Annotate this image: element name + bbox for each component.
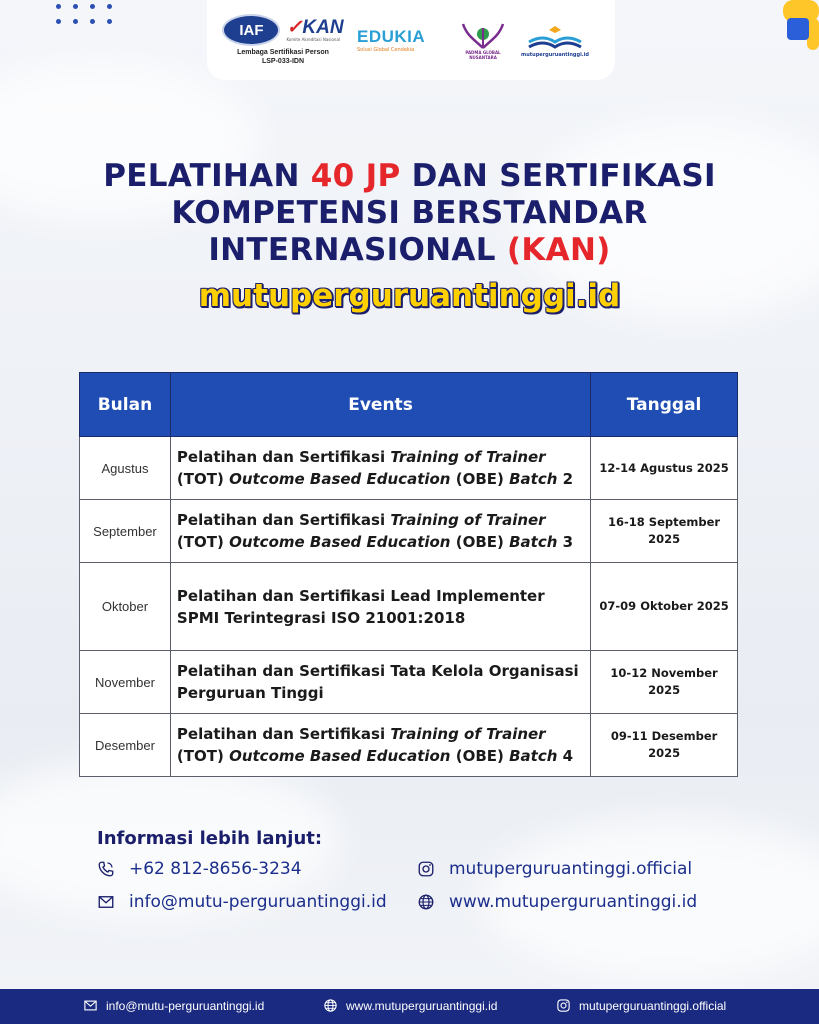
lsp-caption: Lembaga Sertifikasi Person LSP-033-IDN (237, 49, 329, 65)
instagram-icon (556, 998, 571, 1013)
month-cell: September (80, 500, 171, 563)
footer-instagram-text: mutuperguruantinggi.official (579, 998, 727, 1013)
event-cell: Pelatihan dan Sertifikasi Training of Trainer (TOT) Outcome Based Education (OBE) Batch 4 (170, 714, 590, 777)
footer-instagram[interactable] (556, 998, 726, 1013)
contact-email[interactable] (97, 892, 387, 912)
globe-icon (323, 998, 338, 1013)
date-cell: 12-14 Agustus 2025 (591, 437, 738, 500)
footer-bar (0, 989, 819, 1024)
contact-phone[interactable] (97, 859, 302, 879)
month-cell: Oktober (80, 563, 171, 651)
header-bulan: Bulan (80, 373, 171, 437)
events-table (79, 372, 738, 777)
footer-website[interactable] (323, 998, 497, 1013)
date-cell: 07-09 Oktober 2025 (591, 563, 738, 651)
mutu-logo: mutuperguruantinggi.id (519, 22, 591, 58)
table-row (80, 714, 738, 777)
footer-website-text: www.mutuperguruantinggi.id (346, 998, 498, 1013)
table-row (80, 563, 738, 651)
header-tanggal: Tanggal (591, 373, 738, 437)
contact-website[interactable] (417, 892, 697, 912)
event-cell: Pelatihan dan Sertifikasi Training of Trainer (TOT) Outcome Based Education (OBE) Batch 3 (170, 500, 590, 563)
decorative-dots (56, 4, 113, 24)
partner-logo-bar (207, 0, 615, 80)
month-cell: November (80, 651, 171, 714)
instagram-icon (417, 860, 435, 878)
date-cell: 10-12 November 2025 (591, 651, 738, 714)
kan-logo: ✓KAN Komite Akreditasi Nasional (286, 17, 344, 43)
email-address: info@mutu-perguruantinggi.id (129, 892, 387, 912)
globe-icon (417, 893, 435, 911)
page-title: PELATIHAN 40 JP DAN SERTIFIKASI KOMPETENSI BERSTANDAR INTERNASIONAL (KAN) (103, 158, 716, 268)
book-graduation-icon (523, 22, 587, 52)
iaf-logo: IAF (222, 14, 280, 46)
event-cell: Pelatihan dan Sertifikasi Training of Trainer (TOT) Outcome Based Education (OBE) Batch 2 (170, 437, 590, 500)
padma-emblem-icon (461, 20, 505, 50)
date-cell: 16-18 September 2025 (591, 500, 738, 563)
footer-email-text: info@mutu-perguruantinggi.id (106, 998, 265, 1013)
event-cell: Pelatihan dan Sertifikasi Lead Implementer SPMI Terintegrasi ISO 21001:2018 (170, 563, 590, 651)
date-cell: 09-11 Desember 2025 (591, 714, 738, 777)
phone-number: +62 812-8656-3234 (129, 859, 302, 879)
info-heading: Informasi lebih lanjut: (97, 828, 323, 849)
instagram-handle: mutuperguruantinggi.official (449, 859, 693, 879)
event-cell: Pelatihan dan Sertifikasi Tata Kelola Organisasi Perguruan Tinggi (170, 651, 590, 714)
table-row (80, 651, 738, 714)
contact-instagram[interactable] (417, 859, 692, 879)
edukia-logo: EDUKIA Solusi Global Cendekia (357, 27, 426, 53)
padma-logo: PADMA GLOBAL NUSANTARA (457, 20, 509, 60)
month-cell: Desember (80, 714, 171, 777)
table-header-row (80, 373, 738, 437)
table-row (80, 437, 738, 500)
website-url: www.mutuperguruantinggi.id (449, 892, 698, 912)
table-row (80, 500, 738, 563)
lsp-logo-group (219, 14, 347, 66)
phone-icon (97, 860, 115, 878)
header-events: Events (170, 373, 590, 437)
corner-shape-icon (767, 0, 819, 52)
month-cell: Agustus (80, 437, 171, 500)
site-title: mutuperguruantinggi.id (198, 278, 621, 314)
footer-email[interactable] (83, 998, 264, 1013)
email-icon (97, 893, 115, 911)
email-icon (83, 998, 98, 1013)
